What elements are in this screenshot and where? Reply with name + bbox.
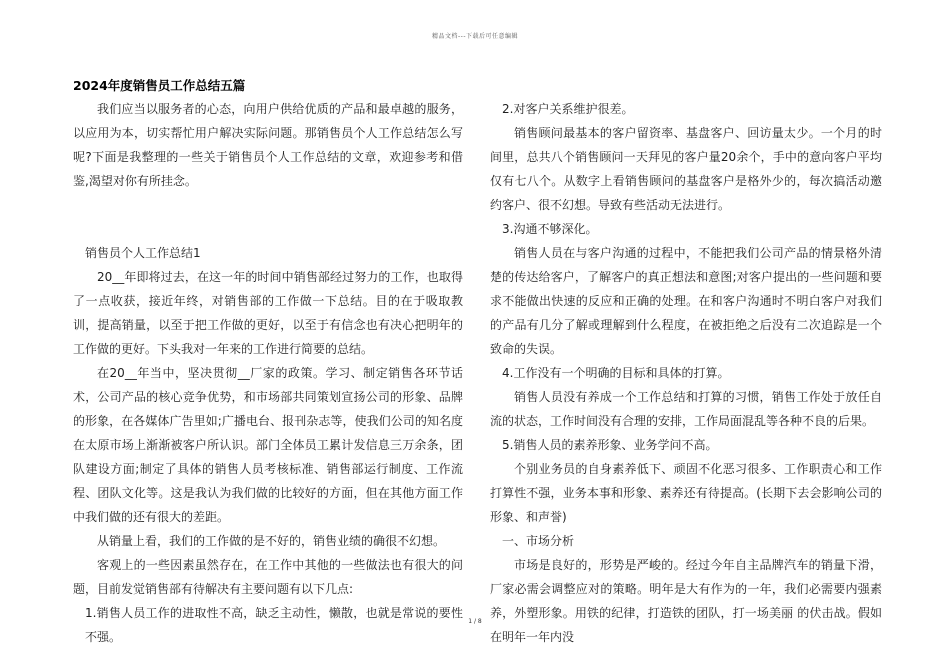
spacer [73,193,463,241]
section-title: 销售员个人工作总结1 [85,246,201,260]
page-header: 精品文档---下载后可任意编辑 [432,33,518,40]
list-heading: 4.工作没有一个明确的目标和具体的打算。 [502,366,730,380]
page-number: 1 / 8 [468,618,482,625]
paragraph: 销售人员没有养成一个工作总结和打算的习惯，销售工作处于放任自流的状态，工作时间没有合理的安排，工作局面混乱等各种不良的后果。 [490,390,882,428]
paragraph: 市场是良好的，形势是严峻的。经过今年自主品牌汽车的销量下滑，厂家必需会调整应对的策略。明年是大有作为的一年，我们必需要内强素养，外塑形象。用铁的纪律，打造铁的团队，打一场美丽 的伏击战。假如在明年一年内没 [490,558,882,644]
intro-paragraph: 我们应当以服务者的心态，向用户供给优质的产品和最卓越的服务，以应用为本，切实帮忙用户解决实际问题。那销售员个人工作总结怎么写呢?下面是我整理的一些关于销售员个人工作总结的文章，欢迎参考和借鉴,渴望对你有所挂念。 [73,102,463,188]
paragraph: 个别业务员的自身素养低下、顽固不化恶习很多、工作职责心和工作打算性不强，业务本事和形象、素养还有待提高。(长期下去会影响公司的形象、和声誉) [490,462,882,524]
list-heading: 3.沟通不够深化。 [502,222,598,236]
paragraph: 在20__年当中，坚决贯彻__厂家的政策。学习、制定销售各环节话术，公司产品的核心竞争优势，和市场部共同策划宣扬公司的形象、品牌的形象，在各媒体广告里如;广播电台、报刊杂志等，使我们公司的知名度在太原市场上渐渐被客户所认识。部门全体员工累计发信息三万余条，团队建设方面;制定了具体的销售人员考核标准、销售部运行制度、工作流程、团队文化等。这是我认为我们做的比较好的方面，但在其他方面工作中我们做的还有很大的差距。 [73,366,463,524]
paragraph: 客观上的一些因素虽然存在，在工作中其他的一些做法也有很大的问题，目前发觉销售部有待解决有主要问题有以下几点: [73,558,463,596]
paragraph: 销售人员在与客户沟通的过程中，不能把我们公司产品的情景格外清楚的传达给客户，了解客户的真正想法和意图;对客户提出的一些问题和要求不能做出快速的反应和正确的处理。在和客户沟通时不明白客户对我们的产品有几分了解或理解到什么程度，在被拒绝之后没有二次追踪是一个致命的失误。 [490,246,882,356]
list-item: 1.销售人员工作的进取性不高，缺乏主动性，懒散，也就是常说的要性不强。 [85,606,463,644]
paragraph: 销售顾问最基本的客户留资率、基盘客户、回访量太少。一个月的时间里，总共八个销售顾问一天拜见的客户量20余个，手中的意向客户平均仅有七八个。从数字上看销售顾问的基盘客户是格外少的，每次搞活动邀约客户、很不幻想。导致有些活动无法进行。 [490,126,882,212]
paragraph: 20__年即将过去，在这一年的时间中销售部经过努力的工作，也取得了一点收获，接近年终，对销售部的工作做一下总结。目的在于吸取教训，提高销量，以至于把工作做的更好，以至于有信念也有决心把明年的工作做的更好。下头我对一年来的工作进行简要的总结。 [73,270,463,356]
paragraph: 从销量上看，我们的工作做的是不好的，销售业绩的确很不幻想。 [97,534,446,548]
list-heading: 2.对客户关系维护很差。 [502,102,634,116]
list-heading: 5.销售人员的素养形象、业务学问不高。 [502,438,718,452]
left-column [73,97,463,649]
document-title: 2024年度销售员工作总结五篇 [73,78,246,93]
section-heading: 一、市场分析 [502,534,575,548]
right-column [490,97,882,649]
